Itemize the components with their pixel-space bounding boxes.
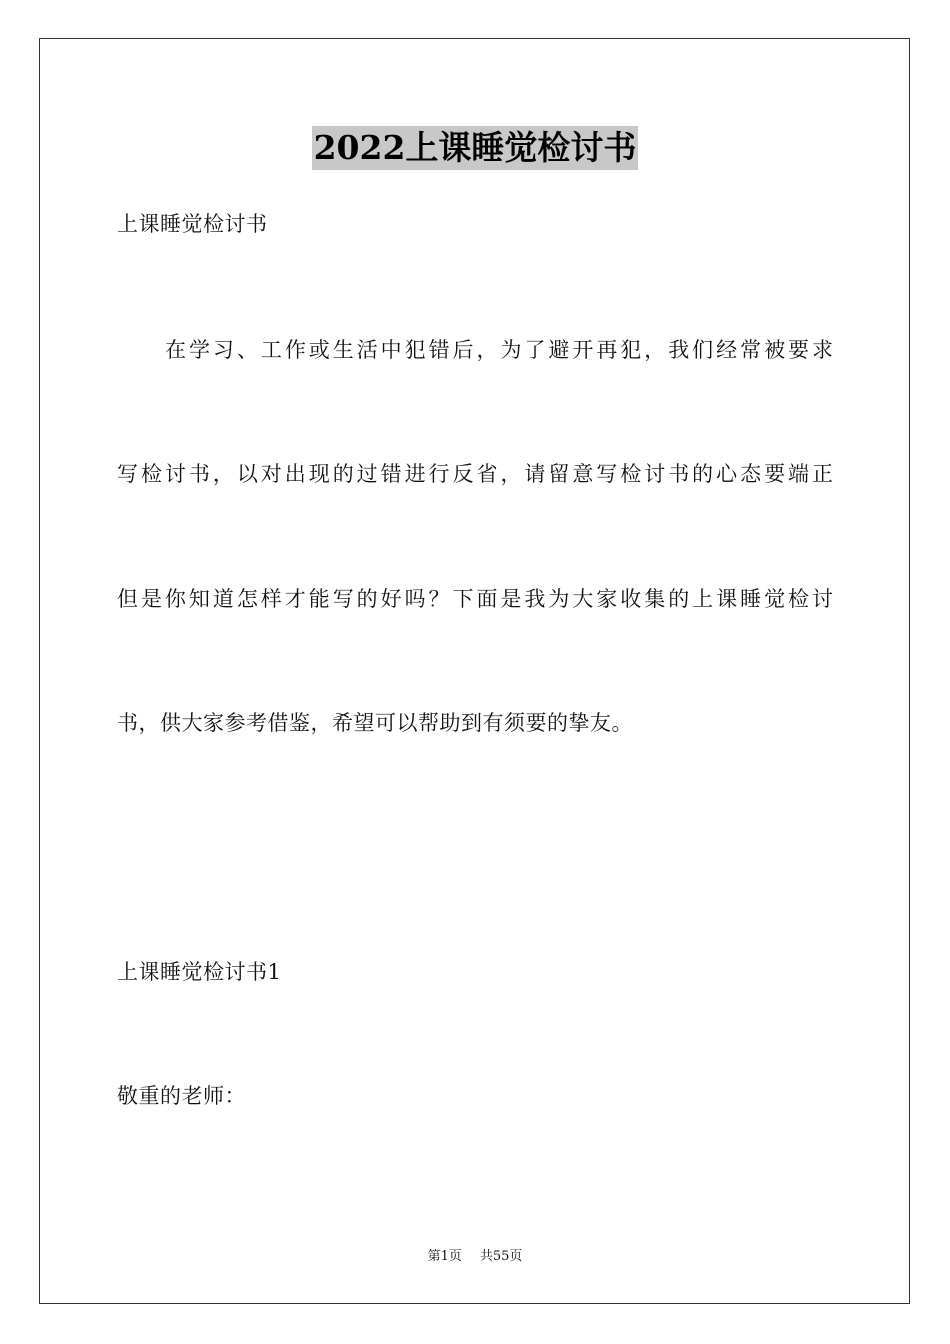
document-title: 2022上课睡觉检讨书 xyxy=(312,126,639,170)
intro-line-4: 书，供大家参考借鉴，希望可以帮助到有须要的挚友。 xyxy=(117,711,633,735)
salutation: 敬重的老师： xyxy=(117,1084,246,1108)
intro-line-2: 写检讨书，以对出现的过错进行反省，请留意写检讨书的心态要端正 xyxy=(117,462,833,486)
page-number: 第1页 xyxy=(427,1249,462,1264)
intro-line-1: 在学习、工作或生活中犯错后，为了避开再犯，我们经常被要求 xyxy=(165,338,833,362)
title-area xyxy=(0,126,950,170)
page-footer xyxy=(0,1248,950,1266)
section-heading: 上课睡觉检讨书1 xyxy=(117,960,282,984)
intro-line-3: 但是你知道怎样才能写的好吗？下面是我为大家收集的上课睡觉检讨 xyxy=(117,587,833,611)
page-total: 共55页 xyxy=(479,1249,523,1264)
document-subtitle: 上课睡觉检讨书 xyxy=(117,212,268,236)
